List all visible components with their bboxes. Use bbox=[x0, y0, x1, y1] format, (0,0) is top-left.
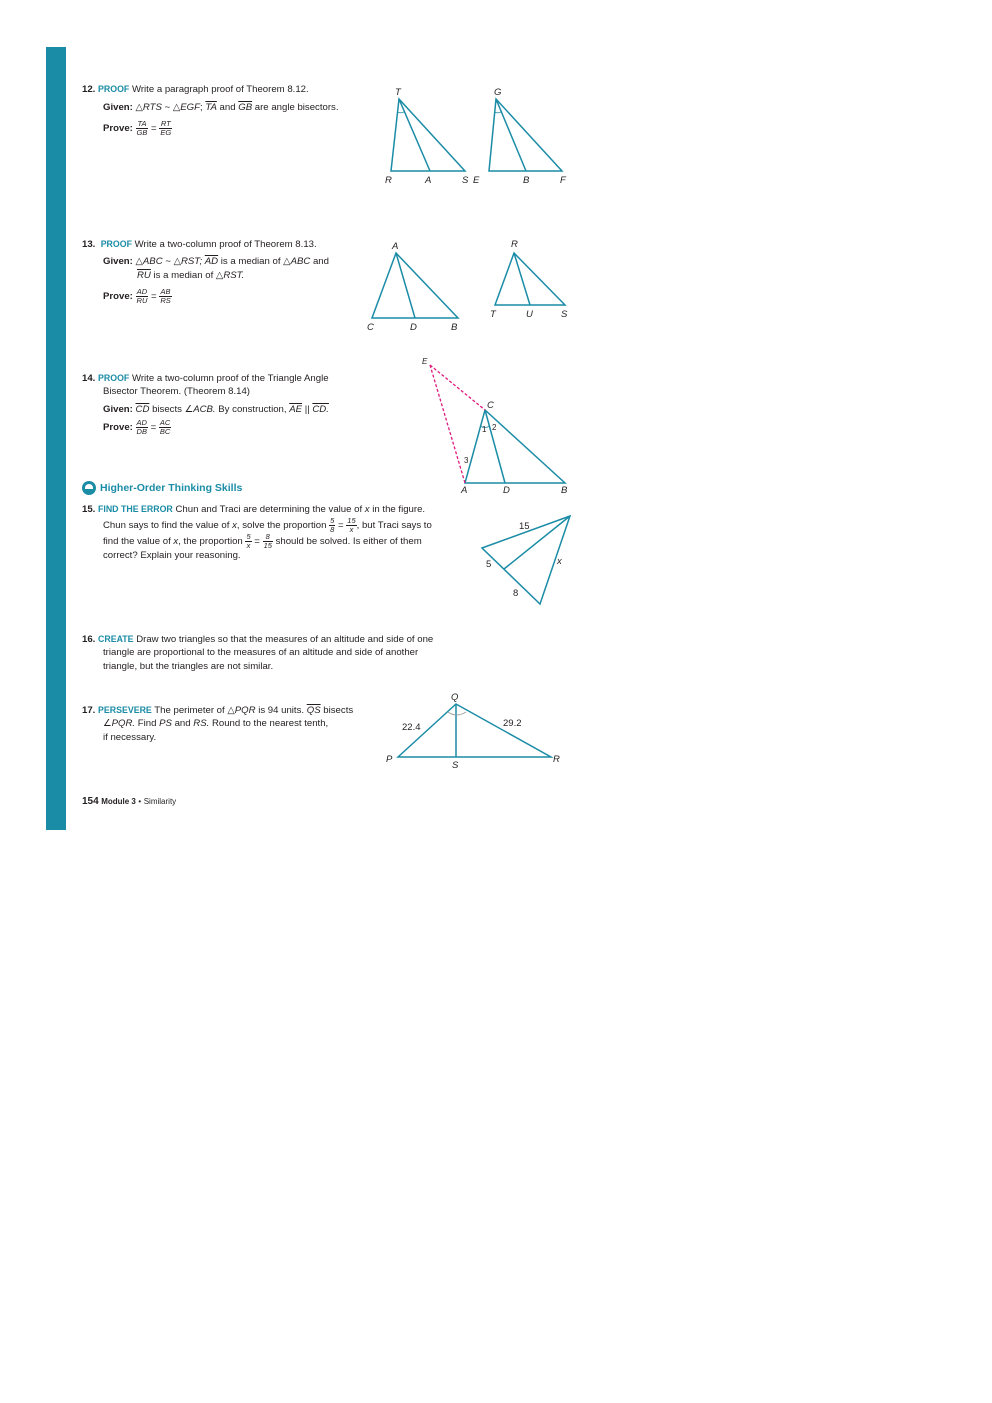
fig12-label-b: B bbox=[523, 175, 530, 186]
fig12-label-t: T bbox=[395, 87, 401, 98]
fig12-label-a: A bbox=[425, 175, 432, 186]
problem-14-intro-line1: 14. PROOF Write a two-column proof of the Triangle Angle bbox=[82, 373, 329, 384]
construction-ec bbox=[430, 365, 485, 410]
triangle-abc bbox=[372, 253, 458, 318]
problem-17-line2: ∠PQR. Find PS and RS. Round to the nearest tenth, bbox=[103, 718, 329, 729]
problem-17-line3: if necessary. bbox=[103, 732, 157, 743]
problem-15-line4: correct? Explain your reasoning. bbox=[103, 550, 241, 561]
problem-13-prove: Prove: $\frac{AD}{RU}$ = $\frac{AB}{RS}$ bbox=[103, 287, 171, 305]
problem-12-intro: 12. PROOF Write a paragraph proof of Theorem 8.12. bbox=[82, 84, 309, 95]
triangle-rst bbox=[495, 253, 565, 305]
problem-16-line1: 16. CREATE Draw two triangles so that the measures of an altitude and side of one bbox=[82, 634, 434, 645]
fig12-label-e: E bbox=[473, 175, 480, 186]
angle-mark-q bbox=[448, 712, 466, 715]
fig15-label-15: 15 bbox=[519, 521, 530, 532]
problem-14-intro-line2: Bisector Theorem. (Theorem 8.14) bbox=[103, 386, 250, 397]
problem-13-given-line1: Given: △ABC ~ △RST; $\overline{AD}$ is a median of △ABC and bbox=[103, 256, 329, 267]
fig15-label-8: 8 bbox=[513, 588, 519, 599]
problem-16-line2: triangle are proportional to the measures of an altitude and side of another bbox=[103, 647, 419, 658]
fig17-label-q: Q bbox=[451, 692, 459, 703]
fig12-label-f: F bbox=[560, 175, 566, 186]
fig14-label-e: E bbox=[422, 357, 428, 366]
fig12-label-r: R bbox=[385, 175, 392, 186]
module-label: Module 3 bbox=[101, 797, 136, 806]
problem-12-prove: Prove: $\frac{TA}{GB}$ = $\frac{RT}{EG}$ bbox=[103, 119, 172, 137]
fig17-label-qr: 29.2 bbox=[503, 718, 522, 729]
fig13-label-c: C bbox=[367, 322, 374, 333]
problem-15-line2: Chun says to find the value of x, solve the proportion $\frac{5}{8}$ = $\frac{15}{x}$ , but Traci says to bbox=[103, 516, 432, 534]
fig14-angle-3: 3 bbox=[464, 456, 469, 465]
fig14-label-c: C bbox=[487, 400, 494, 411]
fig17-label-p: P bbox=[386, 754, 393, 765]
fig13-label-u: U bbox=[526, 309, 533, 320]
bisector-ta bbox=[399, 99, 430, 171]
fig15-label-5: 5 bbox=[486, 559, 492, 570]
fig13-label-s: S bbox=[561, 309, 568, 320]
fig14-label-b: B bbox=[561, 485, 568, 496]
fig17-label-pq: 22.4 bbox=[402, 722, 421, 733]
page-number: 154 bbox=[82, 796, 99, 807]
fig13-label-d: D bbox=[410, 322, 417, 333]
triangle-pqr bbox=[398, 704, 551, 757]
problem-17-line1: 17. PERSEVERE The perimeter of △PQR is 94 units. $\overline{QS}$ bisects bbox=[82, 705, 354, 716]
fig13-label-r: R bbox=[511, 239, 518, 250]
fig13-label-b: B bbox=[451, 322, 458, 333]
problem-14-given: Given: $\overline{CD}$ bisects ∠ACB. By construction, $\overline{AE}$ || CD. bbox=[103, 404, 329, 415]
fig14-angle-1: 1 bbox=[482, 425, 487, 434]
problem-14-prove: Prove: $\frac{AD}{DB}$ = $\frac{AC}{BC}$ bbox=[103, 418, 171, 436]
problem-16-line3: triangle, but the triangles are not similar. bbox=[103, 661, 274, 672]
bisector-gb bbox=[496, 99, 526, 171]
fig17-label-r: R bbox=[553, 754, 560, 765]
fig15-label-x: x bbox=[557, 556, 562, 567]
triangle-acb bbox=[465, 410, 565, 483]
problem-12-given: Given: △RTS ~ △EGF; $\overline{TA}$ and $\overline{GB}$ are angle bisectors. bbox=[103, 102, 339, 113]
fig12-label-s: S bbox=[462, 175, 469, 186]
fig14-angle-2: 2 bbox=[492, 423, 497, 432]
fig14-label-d: D bbox=[503, 485, 510, 496]
problem-15-line3: find the value of x, the proportion $\frac{5}{x}$ = $\frac{8}{15}$ should be solved. Is either of them bbox=[103, 532, 422, 550]
bisector-cd bbox=[485, 410, 505, 483]
fig17-label-s: S bbox=[452, 760, 459, 771]
fig13-label-t: T bbox=[490, 309, 496, 320]
triangle-rts bbox=[391, 99, 465, 171]
fig14-label-a: A bbox=[461, 485, 468, 496]
problem-13-intro: 13. PROOF Write a two-column proof of Theorem 8.13. bbox=[82, 239, 317, 250]
hots-title: Higher-Order Thinking Skills bbox=[100, 482, 243, 494]
page-footer: 154 Module 3 • Similarity bbox=[82, 796, 177, 807]
problem-15-line1: 15. FIND THE ERROR Chun and Traci are determining the value of x in the figure. bbox=[82, 504, 426, 515]
construction-ea bbox=[430, 365, 465, 483]
fig12-label-g: G bbox=[494, 87, 502, 98]
fig13-label-a: A bbox=[392, 241, 399, 252]
problem-13-given-line2: $\overline{RU}$ is a median of △RST. bbox=[137, 270, 245, 281]
chapter-title: Similarity bbox=[143, 797, 177, 806]
